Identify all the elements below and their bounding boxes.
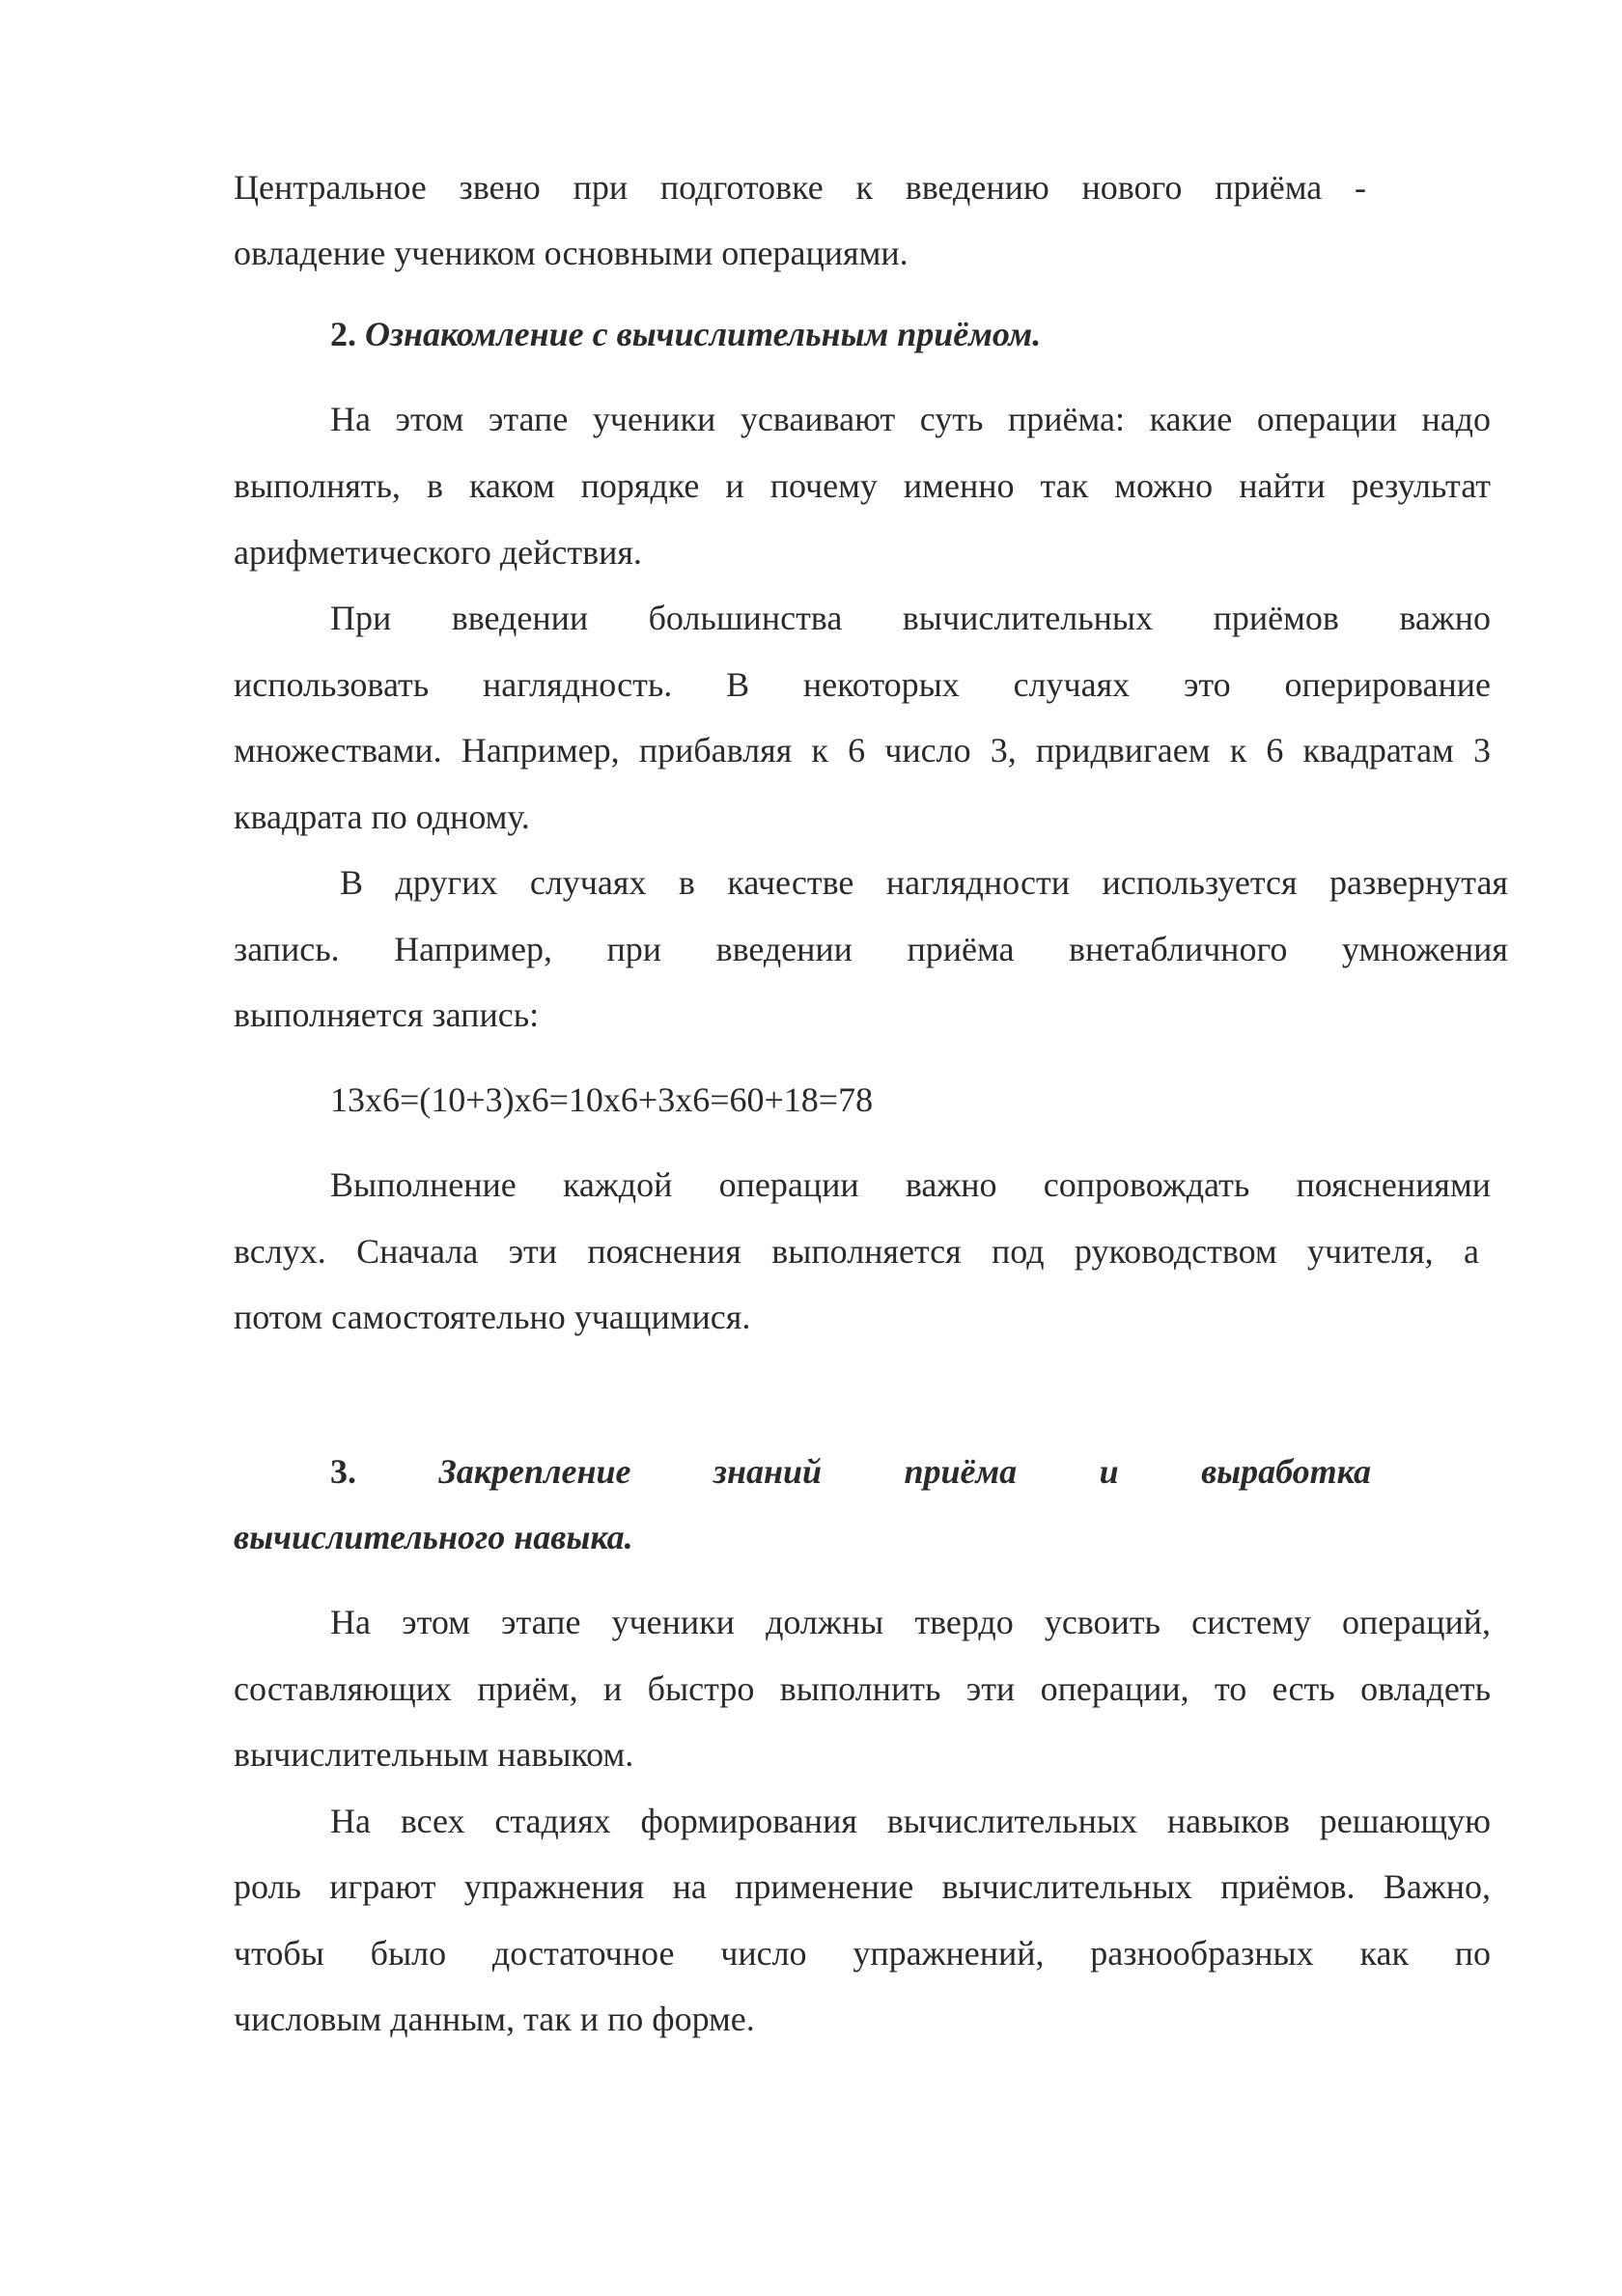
paragraph-5-line-1: Выполнение каждой операции важно сопровождать пояснениями bbox=[330, 1165, 1491, 1204]
section-2-number: 2. bbox=[330, 315, 356, 353]
paragraph-2-line-1: На этом этапе ученики усваивают суть приёма: какие операции надо bbox=[330, 400, 1491, 438]
paragraph-7-line-3: чтобы было достаточное число упражнений, разнообразных как по bbox=[234, 1934, 1491, 1973]
paragraph-4-line-3: выполняется запись: bbox=[234, 995, 540, 1034]
formula: 13х6=(10+3)х6=10х6+3х6=60+18=78 bbox=[330, 1080, 874, 1119]
paragraph-6-line-3: вычислительным навыком. bbox=[234, 1735, 634, 1774]
paragraph-6-line-1: На этом этапе ученики должны твердо усвоить систему операций, bbox=[330, 1603, 1491, 1641]
paragraph-5-line-3: потом самостоятельно учащимися. bbox=[234, 1298, 751, 1336]
paragraph-6-line-2: составляющих приём, и быстро выполнить эти операции, то есть овладеть bbox=[234, 1669, 1491, 1708]
paragraph-2-line-2: выполнять, в каком порядке и почему именно так можно найти результат bbox=[234, 466, 1491, 505]
paragraph-7-line-2: роль играют упражнения на применение вычислительных приёмов. Важно, bbox=[234, 1867, 1491, 1906]
paragraph-7-line-1: На всех стадиях формирования вычислительных навыков решающую bbox=[330, 1802, 1491, 1840]
paragraph-7-line-4: числовым данным, так и по форме. bbox=[234, 2000, 755, 2038]
section-2-heading bbox=[330, 313, 1041, 355]
section-3-title-line-2: вычислительного навыка. bbox=[234, 1518, 633, 1556]
section-2-title: Ознакомление с вычислительным приёмом. bbox=[365, 315, 1042, 353]
paragraph-4-line-2: запись. Например, при введении приёма внетабличного умножения bbox=[234, 930, 1508, 968]
section-3-number: 3. bbox=[330, 1452, 356, 1491]
paragraph-5-line-2: вслух. Сначала эти пояснения выполняется под руководством учителя, а bbox=[234, 1232, 1479, 1271]
section-3-heading-line-1 bbox=[330, 1450, 1371, 1493]
paragraph-1-line-2: овладение учеником основными операциями. bbox=[234, 234, 909, 272]
paragraph-3-line-1: При введении большинства вычислительных приёмов важно bbox=[330, 599, 1491, 637]
paragraph-3-line-2: использовать наглядность. В некоторых случаях это оперирование bbox=[234, 665, 1491, 704]
paragraph-1-line-1: Центральное звено при подготовке к введению нового приёма - bbox=[234, 168, 1366, 207]
paragraph-2-line-3: арифметического действия. bbox=[234, 533, 642, 572]
section-3-title-line-1: Закрепление знаний приёма и выработка bbox=[438, 1452, 1372, 1491]
paragraph-4-line-1: В других случаях в качестве наглядности используется развернутая bbox=[340, 863, 1508, 902]
paragraph-3-line-3: множествами. Например, прибавляя к 6 число 3, придвигаем к 6 квадратам 3 bbox=[234, 731, 1491, 770]
paragraph-3-line-4: квадрата по одному. bbox=[234, 798, 530, 836]
